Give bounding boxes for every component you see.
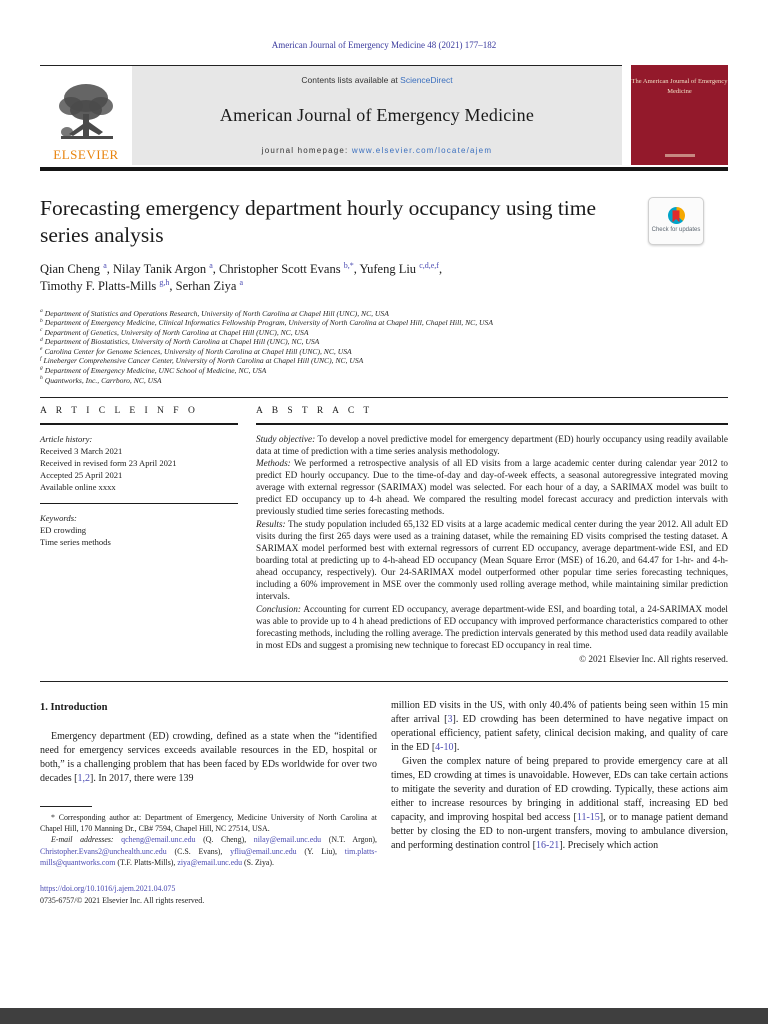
abstract-paragraph: Results: The study population included 65,132 ED visits at a large academic medical center during the year 2012. All adult ED visits during the first 265 days were used as a training dataset, while the remaining ED visits comprised the testing dataset. A SARIMAX model performed best with external regressors of current ED occupancy, average department-wide ESI, and ED boarding total at predicting up to 4-h-ahead ED occupancy (Mean Square Error (MSE) of 16.20, and 64.47 for 1-hr- and 4-h- ahead occupancy, respectively). Our 24-SARIMAX model outperformed other popular time series forecasting techniques, including a 60% improvement in MSE over the commonly used rolling average method, while maintaining similar prediction intervals.	[256, 518, 728, 602]
history-line: Received in revised form 23 April 2021	[40, 458, 177, 468]
keyword-item: ED crowding	[40, 524, 87, 535]
footnote-rule	[40, 806, 92, 807]
body-paragraph: Given the complex nature of being prepared to provide emergency care at all times, ED crowding at times is unavoidable. However, EDs can take certain actions to mitigate the severity and duration of ED crowding. Typically, these actions aim either to increase resources by bringing in additional staff, increasing ED bed capacity, and improving hospital bed access [11-15], or to manage patient demand better by closing the ED to non-urgent transfers, moving to ambulance diversion, and performing destination control [16-21]. Precisely which action	[391, 756, 728, 852]
check-for-updates-badge[interactable]	[648, 197, 704, 245]
body-left-column	[40, 699, 377, 906]
paper-title: Forecasting emergency department hourly occupancy using time series analysis	[40, 196, 597, 248]
article-info-heading-rule	[40, 423, 238, 425]
section-divider-top	[40, 397, 728, 398]
affiliation-item: $^h$ Quantworks, Inc., Carrboro, NC, USA	[40, 375, 162, 385]
elsevier-logo-text: ELSEVIER	[53, 147, 119, 162]
email-addresses-note: E-mail addresses: qcheng@email.unc.edu (Q. Cheng), nilay@email.unc.edu (N.T. Argon), Christopher.Evans2@unchealth.unc.edu (C.S. Evans), yfliu@email.unc.edu (Y. Liu), tim.platts-mills@quantworks.com (T.F. Platts-Mills), ziya@email.unc.edu (S. Ziya).	[40, 835, 378, 867]
homepage-line: journal homepage: www.elsevier.com/locate/ajem	[261, 146, 493, 155]
bookmark-icon	[673, 210, 680, 222]
abstract-heading: A B S T R A C T	[256, 406, 373, 417]
affiliation-item: $^a$ Department of Statistics and Operations Research, University of North Carolina at Chapel Hill (UNC), NC, USA	[40, 308, 389, 318]
abstract-paragraph: Methods: We performed a retrospective analysis of all ED visits from a large academic center during calendar year 2012 to predict ED hourly occupancy. Due to the time-of-day and day-of-week effects, a seasonal autoregressive integrated moving average with external regressor (SARIMAX) model was selected. For each hour of a day, a SARIMAX model was built to predict ED occupancy up to 4-h ahead. We compared the resulting model forecast accuracy and prediction intervals with previously studied time series forecasting methods.	[256, 457, 728, 517]
corresponding-author-note: * Corresponding author at: Department of Emergency, Medicine University of North Carolina at Chapel Hill, 170 Manning Dr., CB# 7594, Chapel Hill, NC 27514, USA.	[40, 812, 377, 834]
journal-cover-thumbnail[interactable]	[631, 65, 728, 165]
elsevier-logo	[40, 66, 132, 165]
contents-line: Contents lists available at ScienceDirect	[301, 75, 453, 85]
affiliation-item: $^b$ Department of Emergency Medicine, Clinical Informatics Fellowship Program, University of North Carolina at Chapel Hill, Chapel Hill, NC, USA	[40, 317, 493, 328]
keywords-label: Keywords:	[40, 512, 77, 523]
history-line: Available online xxxx	[40, 482, 116, 493]
masthead-center	[132, 66, 622, 165]
elsevier-tree-icon	[55, 80, 117, 146]
affiliation-item: $^d$ Department of Biostatistics, University of North Carolina at Chapel Hill (UNC), NC, USA	[40, 336, 320, 347]
article-info-mid-rule	[40, 503, 238, 504]
copyright-line: © 2021 Elsevier Inc. All rights reserved.	[579, 654, 728, 665]
journal-masthead	[40, 65, 728, 165]
crossmark-icon	[668, 207, 685, 224]
affiliation-list	[40, 309, 728, 386]
affiliation-item: $^c$ Department of Genetics, University of North Carolina at Chapel Hill (UNC), NC, USA	[40, 327, 309, 337]
footnote-block	[40, 806, 377, 868]
page-bottom-edge	[0, 1008, 768, 1024]
affiliation-item: $^e$ Carolina Center for Genome Sciences, University of North Carolina at Chapel Hill (UNC), NC, USA	[40, 346, 352, 356]
journal-title: American Journal of Emergency Medicine	[219, 105, 535, 125]
running-head-citation: American Journal of Emergency Medicine 48 (2021) 177–182	[271, 40, 497, 50]
journal-cover-footer-mark	[665, 154, 695, 157]
article-info-column	[40, 406, 238, 665]
issn-copyright-line: 0735-6757/© 2021 Elsevier Inc. All rights reserved.	[40, 895, 205, 905]
section-heading-introduction: 1. Introduction	[40, 702, 108, 714]
body-paragraph: million ED visits in the US, with only 40.4% of patients being seen within 15 min after arrival [3]. ED crowding has been determined to have negative impact on operational efficiency, patient safety, clinical decision making, and quality of care in the ED [4-10].	[391, 700, 728, 754]
journal-cover-title: The American Journal of Emergency Medicine	[631, 78, 728, 95]
body-right-column	[391, 699, 728, 906]
affiliation-item: $^f$ Lineberger Comprehensive Cancer Center, University of North Carolina at Chapel Hill (UNC), NC, USA	[40, 355, 364, 366]
info-abstract-section	[40, 406, 728, 682]
abstract-paragraph: Conclusion: Accounting for current ED occupancy, average department-wide ESI, and boarding total, a 24-SARIMAX model was able to provide up to 4 h ahead predictions of ED occupancy with improved performance characteristics compared to other forecasting methods, including the rolling average. The prediction intervals generated by this method used data readily available in most EDs and suggest a promising new technique to forecast ED occupancy in real time.	[256, 603, 728, 650]
history-line: Accepted 25 April 2021	[40, 470, 123, 481]
abstract-heading-rule	[256, 423, 728, 425]
article-info-heading: A R T I C L E I N F O	[40, 406, 199, 417]
sciencedirect-link[interactable]: ScienceDirect	[400, 75, 453, 85]
affiliation-item: $^g$ Department of Emergency Medicine, UNC School of Medicine, NC, USA	[40, 365, 267, 375]
intro-paragraph: Emergency department (ED) crowding, defined as a state when the “identified need for emergency services exceeds available resources in the ED, hospital or both,” is a challenging problem that has been faced by EDs worldwide for over two decades [1,2]. In 2017, there were 139	[40, 730, 377, 784]
keyword-item: Time series methods	[40, 537, 111, 548]
article-history-label: Article history:	[40, 433, 93, 444]
abstract-column	[256, 406, 728, 665]
masthead-divider	[40, 167, 728, 171]
check-for-updates-label: Check for updates	[651, 227, 701, 234]
abstract-paragraph: Study objective: To develop a novel predictive model for emergency department (ED) hourly occupancy using readily available data at time of prediction with a time series analysis methodology.	[256, 433, 728, 456]
history-line: Received 3 March 2021	[40, 445, 123, 456]
author-list: Qian Cheng $^a$, Nilay Tanik Argon $^a$, Christopher Scott Evans $^{b,*}$, Yufeng Liu $^{c,d,e,f}$, Timothy F. Platts-Mills $^{g,h}$, Serhan Ziya $^a$	[40, 260, 443, 294]
journal-homepage-link[interactable]: www.elsevier.com/locate/ajem	[351, 146, 493, 155]
masthead-left	[40, 65, 622, 165]
doi-link[interactable]: https://doi.org/10.1016/j.ajem.2021.04.075	[40, 884, 176, 894]
